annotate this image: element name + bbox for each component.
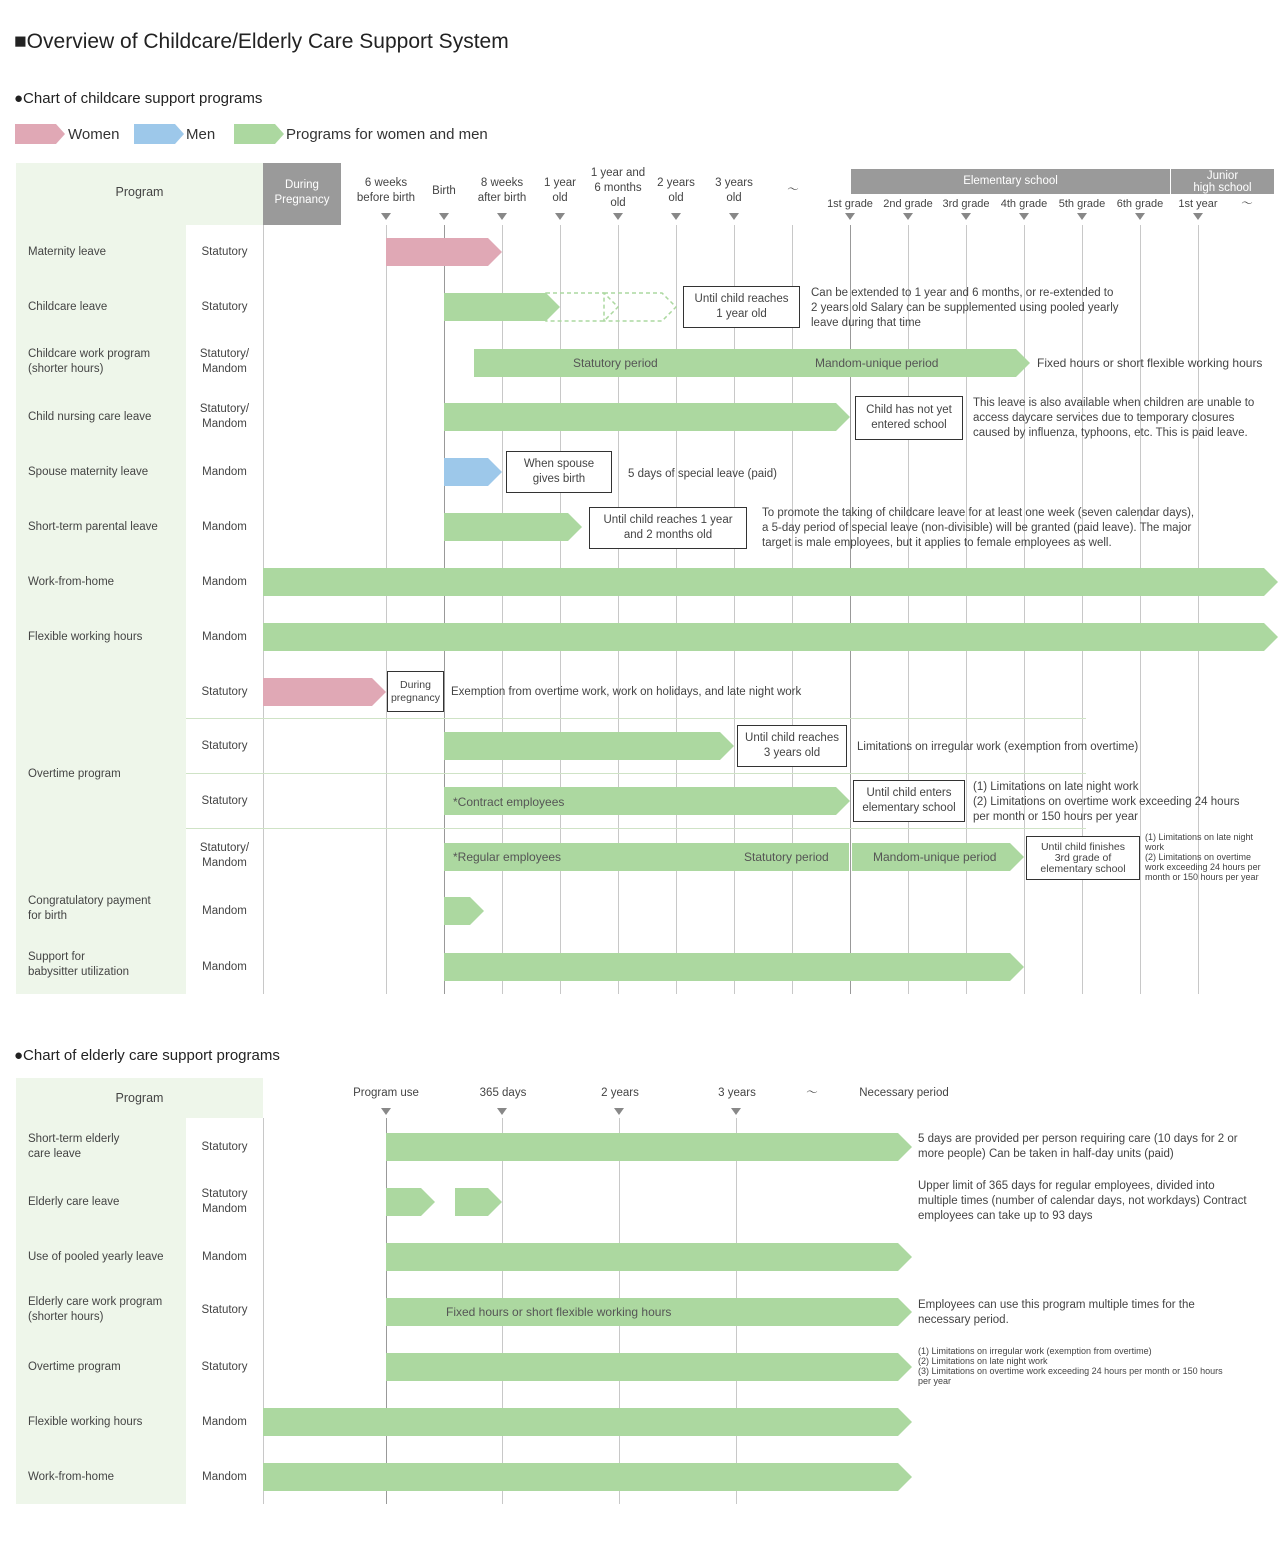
hdr-2-years: 2 years old (657, 177, 695, 204)
hdr-365-days: 365 days (479, 1087, 527, 1099)
row-name-flex: Flexible working hours (28, 631, 143, 643)
junior-high-band: Junior high school (1171, 169, 1274, 194)
hdr-8-weeks-after: 8 weeks after birth (477, 177, 527, 204)
e-bar-pooled (386, 1243, 912, 1271)
row-name-nursing-leave: Child nursing care leave (28, 411, 152, 423)
row-type-overtime-4: Statutory/ Mandom (199, 842, 250, 869)
e-row-name-short-leave: Short-term elderly care leave (28, 1133, 120, 1160)
hdr-1-year: 1 year old (544, 177, 576, 204)
row-type-spouse-leave: Mandom (202, 466, 247, 478)
e-note-short-leave: 5 days are provided per person requiring care (10 days for 2 or more people) Can be taken in half-day units (paid) (918, 1133, 1238, 1160)
callout-nursing-leave: Child has not yet entered school (855, 396, 963, 440)
row-type-babysitter: Mandom (202, 961, 247, 973)
hdr-jh-1st-year: 1st year (1178, 198, 1218, 210)
label-overtime-3: *Contract employees (453, 795, 565, 809)
e-bar-overtime (386, 1353, 912, 1381)
note-overtime-3: (1) Limitations on late night work (2) Limitations on overtime work exceeding 24 hours per month or 150 hours per year (973, 781, 1240, 823)
hdr-grade-3: 3rd grade (942, 198, 990, 210)
row-type-congrats: Mandom (202, 905, 247, 917)
e-row-type-short-leave: Statutory (201, 1141, 248, 1153)
e-row-name-flex: Flexible working hours (28, 1416, 143, 1428)
elderly-section-title: ●Chart of elderly care support programs (14, 1047, 280, 1064)
e-row-type-wfh: Mandom (202, 1471, 247, 1483)
e-bar-wfh (263, 1463, 912, 1491)
e-bar-care-leave-2 (455, 1188, 502, 1216)
e-row-type-care-leave: Statutory Mandom (201, 1188, 248, 1215)
e-bar-short-leave (386, 1133, 912, 1161)
hdr-birth: Birth (432, 185, 456, 197)
label-work-program-statutory: Statutory period (573, 356, 658, 370)
childcare-section-title: ●Chart of childcare support programs (14, 90, 263, 107)
hdr-grade-2: 2nd grade (883, 198, 933, 210)
hdr-grade-4: 4th grade (1000, 198, 1048, 210)
callout-overtime-1: During pregnancy (387, 671, 444, 712)
label-overtime-4-statutory: Statutory period (744, 850, 829, 864)
row-type-wfh: Mandom (202, 576, 247, 588)
hdr-grade-1: 1st grade (827, 198, 873, 210)
hdr-grade-6: 6th grade (1116, 198, 1164, 210)
page-title: ■Overview of Childcare/Elderly Care Support System (14, 30, 509, 53)
legend-women-label: Women (68, 126, 120, 143)
row-type-flex: Mandom (202, 631, 247, 643)
hdr-e-tilde: ～ (806, 1087, 818, 1099)
e-row-name-work-program: Elderly care work program (shorter hours) (28, 1296, 163, 1323)
note-childcare-leave: Can be extended to 1 year and 6 months, or re-extended to 2 years old Salary can be supplemented using pooled yearly leave during that time (811, 287, 1119, 329)
e-row-name-pooled: Use of pooled yearly leave (28, 1251, 164, 1263)
label-overtime-4-mandom: Mandom-unique period (873, 850, 997, 864)
elementary-school-band: Elementary school (851, 169, 1170, 194)
row-name-childcare-leave: Childcare leave (28, 301, 108, 313)
hdr-e-2-years: 2 years (601, 1087, 639, 1099)
e-note-overtime: (1) Limitations on irregular work (exemption from overtime) (2) Limitations on late night work (3) Limitations on overtime work exceeding 24 hours per month or 150 hours per year (918, 1346, 1223, 1386)
hdr-necessary-period: Necessary period (859, 1087, 949, 1099)
e-row-type-flex: Mandom (202, 1416, 247, 1428)
note-work-program: Fixed hours or short flexible working hours (1037, 356, 1263, 370)
hdr-tilde-2: ～ (1241, 198, 1253, 210)
e-row-name-overtime: Overtime program (28, 1361, 121, 1373)
e-row-name-care-leave: Elderly care leave (28, 1196, 120, 1208)
row-name-babysitter: Support for babysitter utilization (28, 951, 129, 978)
row-name-spouse-leave: Spouse maternity leave (28, 466, 149, 478)
callout-overtime-2: Until child reaches 3 years old (737, 725, 847, 767)
note-nursing-leave: This leave is also available when children are unable to access daycare services due to temporary closures caused by influenza, typhoons, etc. This is paid leave. (973, 397, 1255, 439)
note-overtime-1: Exemption from overtime work, work on holidays, and late night work (451, 686, 802, 698)
e-label-work-program: Fixed hours or short flexible working hours (446, 1305, 672, 1319)
row-type-overtime-3: Statutory (201, 795, 248, 807)
legend-men-label: Men (186, 126, 216, 143)
e-row-name-wfh: Work-from-home (28, 1471, 115, 1483)
e-bar-flex (263, 1408, 912, 1436)
row-type-childcare-leave: Statutory (201, 301, 248, 313)
during-pregnancy-label: During Pregnancy (274, 179, 330, 206)
row-name-congrats: Congratulatory payment for birth (28, 895, 151, 922)
callout-overtime-3: Until child enters elementary school (853, 780, 965, 822)
label-overtime-4: *Regular employees (453, 850, 562, 864)
callout-childcare-leave: Until child reaches 1 year old (683, 286, 800, 328)
row-name-wfh: Work-from-home (28, 576, 115, 588)
row-type-overtime-2: Statutory (201, 740, 248, 752)
callout-overtime-4: Until child finishes 3rd grade of elementary school (1026, 836, 1140, 880)
row-type-nursing-leave: Statutory/ Mandom (199, 403, 250, 430)
e-row-type-work-program: Statutory (201, 1304, 248, 1316)
row-type-short-parental: Mandom (202, 521, 247, 533)
e-note-work-program: Employees can use this program multiple times for the necessary period. (918, 1299, 1195, 1326)
note-overtime-2: Limitations on irregular work (exemption from overtime) (857, 741, 1139, 753)
row-name-maternity: Maternity leave (28, 246, 106, 258)
hdr-3-years: 3 years old (715, 177, 753, 204)
label-work-program-mandom: Mandom-unique period (815, 356, 939, 370)
row-name-short-parental: Short-term parental leave (28, 521, 158, 533)
note-overtime-4: (1) Limitations on late night work (2) Limitations on overtime work exceeding 24 hours per month or 150 hours per year (1145, 832, 1261, 882)
elderly-program-header-label: Program (115, 1091, 164, 1105)
hdr-6-weeks-before: 6 weeks before birth (356, 177, 416, 204)
hdr-e-3-years: 3 years (718, 1087, 756, 1099)
e-bar-care-leave-1 (386, 1188, 435, 1216)
hdr-1-year-6-months: 1 year and 6 months old (590, 167, 646, 209)
callout-spouse-leave: When spouse gives birth (506, 451, 612, 493)
note-short-parental: To promote the taking of childcare leave for at least one week (seven calendar days), a 5-day period of special leave (non-divisible) will be granted (paid leave). The major target is male employees, but it applies to female employees as well. (762, 507, 1195, 549)
e-note-care-leave: Upper limit of 365 days for regular employees, divided into multiple times (number of calendar days, not workdays) Contract employees can take up to 93 days (918, 1180, 1247, 1222)
callout-short-parental: Until child reaches 1 year and 2 months old (589, 507, 747, 549)
note-spouse-leave: 5 days of special leave (paid) (628, 468, 777, 480)
hdr-tilde: ～ (787, 184, 799, 196)
legend-both-label: Programs for women and men (286, 126, 488, 143)
e-row-type-pooled: Mandom (202, 1251, 247, 1263)
hdr-program-use: Program use (353, 1087, 419, 1099)
e-row-type-overtime: Statutory (201, 1361, 248, 1373)
program-header-label: Program (115, 185, 164, 199)
row-type-work-program: Statutory/ Mandom (199, 348, 250, 375)
hdr-grade-5: 5th grade (1058, 198, 1106, 210)
row-name-work-program: Childcare work program (shorter hours) (28, 348, 151, 375)
row-name-overtime: Overtime program (28, 768, 121, 780)
row-type-overtime-1: Statutory (201, 686, 248, 698)
row-type-maternity: Statutory (201, 246, 248, 258)
